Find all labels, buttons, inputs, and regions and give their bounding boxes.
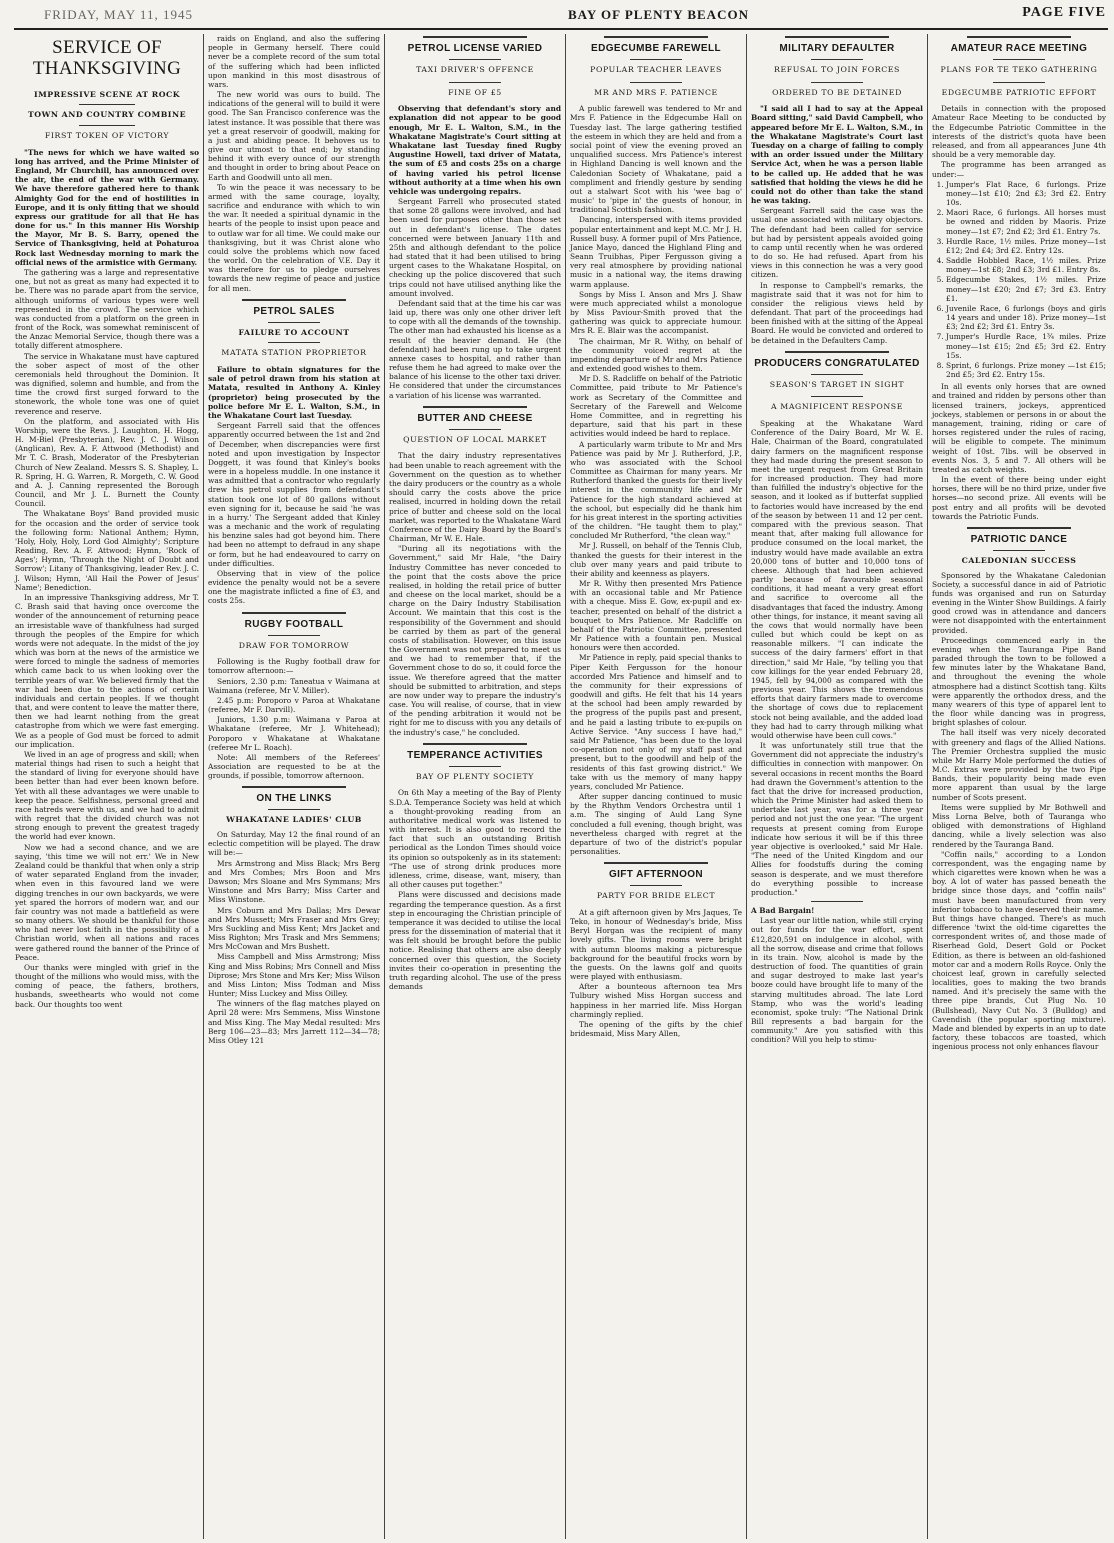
petrol-license-subhead-2: FINE OF £5 bbox=[448, 87, 502, 97]
edgecumbe-headline: EDGECUMBE FAREWELL bbox=[591, 43, 721, 54]
column-1 bbox=[12, 34, 202, 1539]
butter-subhead: QUESTION OF LOCAL MARKET bbox=[403, 434, 547, 444]
military-headline: MILITARY DEFAULTER bbox=[779, 43, 895, 54]
column-rule bbox=[384, 34, 385, 1539]
divider bbox=[604, 862, 707, 864]
divider bbox=[79, 125, 134, 126]
paragraph: Mr R. Withy then presented Mrs Patience with an occasional table and Mr Patience with a cheque. Miss E. Gow, ex-pupil and ex-teacher, presented on behalf of the district a bouquet to Mrs Patience. Mr Radcliffe on behalf of the Patriotic Committee, presented Mr Patience with a fountain pen. Musical honours were then accorded. bbox=[570, 579, 742, 653]
paragraph: Observing that in view of the police evidence the penalty would not be a severe one the magistrate inflicted a fine of £3, and costs 25s. bbox=[208, 568, 380, 606]
petrol-license-lead: Observing that defendant's story and explanation did not appear to be good enough, Mr E. L. Walton, S.M., in the Whakatane Magistrate's Court sitting at Whakatane last Tuesday fined Rugby Augustine Howell, taxi driver of Matata, the sum of £5 and costs 25s on a charge of having varied his petrol license without authority at a time when his own vehicle was undergoing repairs. bbox=[389, 104, 561, 196]
edgecumbe-subhead: POPULAR TEACHER LEAVES bbox=[590, 65, 722, 74]
divider bbox=[811, 396, 863, 397]
paragraph: A public farewell was tendered to Mr and Mrs F. Patience in the Edgecumbe Hall on Tuesday last. The large gathering testified the esteem in which they are held and from a social point of view the evening proved an unqualified success. Mrs Patience's interest in Highland Dancing is well known and the Caledonian Society of Whakatane, paid a compliment and friendly gesture by sending out a stalwart Scot with his 'wee bag o' music' to 'pipe in' the guests of honour, in traditional Scottish fashion. bbox=[570, 104, 742, 215]
paragraph: Sponsored by the Whakatane Caledonian Society, a successful dance in aid of Patriotic funds was organised and run on Saturday evening in the Winter Show Buildings. A fairly good crowd was in attendance and dancers were not disappointed with the entertainment provided. bbox=[932, 570, 1106, 635]
paragraph: Seniors, 2.30 p.m: Taneatua v Waimana at Waimana (referee, Mr V. Miller). bbox=[208, 676, 380, 695]
paragraph: Mr Patience in reply, paid special thanks to Piper Keith Fergusson for the honour accorded Mrs Patience and himself and to the community for their expressions of goodwill and gifts. He felt that his 14 years at the school had been amply rewarded by the progress of the pupils past and present, and he paid a lasting tribute to ex-pupils on Active Service. "Any success I have had," said Mr Patience, "has been due to the loyal co-operation not only of my staff past and present, but to the goodwill and help of the residents of this fast growing district." We take with us the memory of many happy years, concluded Mr Patience. bbox=[570, 653, 742, 791]
divider bbox=[993, 550, 1045, 551]
paragraph: Defendant said that at the time his car was laid up, there was only one other driver left to cope with all the demands of the township. The other man had exhausted his license as a result of the heavier demand. He (the defendant) had been rung up to take urgent annexe cases to hospital, and rather than refuse them he had agreed to make over the balance of his license to the other taxi driver. He considered that under the circumstances a variation of his license was warranted. bbox=[389, 298, 561, 400]
list-item: 8. Sprint, 6 furlongs. Prize money —1st £15; 2nd £5; 3rd £2. Entry 15s. bbox=[946, 361, 1106, 379]
petrol-sales-subhead: FAILURE TO ACCOUNT bbox=[238, 327, 350, 337]
divider bbox=[449, 59, 501, 60]
divider bbox=[630, 885, 682, 886]
column-rule bbox=[203, 34, 204, 1539]
paragraph: The winners of the flag matches played on April 28 were: Mrs Semmens, Miss Winstone and Miss King. The May Medal resulted: Mrs Berg 106—23—83; Mrs Jarrett 112—34—78; Miss Otley 121 bbox=[208, 999, 380, 1045]
paragraph: The new world was ours to build. The indications of the general will to build it were good. The San Francisco conference was the latest instance. It was possible that there was yet a great reservoir of goodwill, making for a just and abiding peace. It behoves us to give our utmost to that end; by standing behind it with every ounce of our strength and thought in order to bring about Peace on Earth and Goodwill unto all men. bbox=[208, 90, 380, 182]
column-6 bbox=[929, 34, 1109, 1539]
dance-subhead: CALEDONIAN SUCCESS bbox=[961, 555, 1077, 565]
list-item: 7. Jumper's Hurdle Race, 1¾ miles. Prize money—1st £15; 2nd £5; 3rd £2. Entry 15s. bbox=[946, 332, 1106, 360]
paragraph: Mr J. Russell, on behalf of the Tennis Club, thanked the guests for their interest in the club over many years and paid tribute to their ability and keenness as players. bbox=[570, 541, 742, 578]
paragraph: The gathering was a large and representative one, but not as great as many had expected it to be. There was no parade apart from the service, although uniforms of various types were well represented in the crowd. The service which was conducted from a platform on the green in front of the Rock, was somewhat reminiscent of the Anzac Memorial Service, though there was a totally different atmosphere. bbox=[15, 267, 199, 351]
paragraph: Miss Campbell and Miss Armstrong; Miss King and Miss Robins; Mrs Connell and Miss Diprose; Mrs Stone and Mrs Ker; Miss Wilson and Miss Linton; Miss Todman and Miss Hunter; Miss Luckey and Miss Oilley. bbox=[208, 952, 380, 999]
list-item: 5. Edgecumbe Stakes, 1½ miles. Prize money—1st £20; 2nd £7; 3rd £3. Entry £1. bbox=[946, 275, 1106, 303]
divider bbox=[242, 612, 345, 614]
military-subhead: REFUSAL TO JOIN FORCES bbox=[773, 65, 900, 74]
producers-subhead-2: A MAGNIFICENT RESPONSE bbox=[770, 402, 904, 412]
rugby-subhead: DRAW FOR TOMORROW bbox=[238, 640, 350, 650]
divider bbox=[242, 299, 345, 301]
amateur-subhead-2: EDGECUMBE PATRIOTIC EFFORT bbox=[941, 87, 1097, 97]
divider bbox=[423, 743, 526, 745]
producers-subhead: SEASON'S TARGET IN SIGHT bbox=[769, 379, 905, 389]
paragraph: Mrs Armstrong and Miss Black; Mrs Berg and Mrs Combes; Mrs Boon and Mrs Dawson; Mrs Sloane and Mrs Symmans; Mrs Winstone and Mrs Barry; Miss Carter and Miss Winstone. bbox=[208, 858, 380, 905]
divider bbox=[268, 342, 320, 343]
paragraph: Sergeant Farrell said that the offences apparently occurred between the 1st and 2nd of December, when discrepancies were first noted and upon investigation by Inspector Doggett, it was found that Kinley's books were in a hopeless muddle. In one instance it was admitted that a contractor who regularly drew his petrol supplies from defendant's station took one lot of 80 gallons without even signing for it, because he said 'he was in a hurry.' The Sergeant added that Kinley was a mechanic and the work of regulating his benzine sales had got beyond him. There had been no attempt to defraud in any shape or form, but he had endeavoured to carry on under difficulties. bbox=[208, 421, 380, 568]
paragraph: The chairman, Mr R. Withy, on behalf of the community voiced regret at the impending departure of Mr and Mrs Patience and extended good wishes to them. bbox=[570, 336, 742, 374]
paragraph: Juniors, 1.30 p.m: Waimana v Paroa at Whakatane (referee, Mr J. Whitehead); Poroporo v Whakatane at Whakatane (referee Mr L. Roach). bbox=[208, 715, 380, 752]
paragraph: The hall itself was very nicely decorated with greenery and flags of the Allied Nations. The Premier Orchestra supplied the music while Mr Harry Mole performed the duties of M.C. Extras were provided by the two Pipe Bands, their popularity being made even more apparent than usual by the large number of Scots present. bbox=[932, 728, 1106, 802]
divider bbox=[993, 82, 1045, 83]
paragraph: It was unfortunately still true that the Government did not appreciate the industry's difficulties in connection with manpower. On several occasions in recent months the Board had drawn the Government's attention to the fact that the drive for increased production, which the Prime Minister had asked them to undertake last year, was for a three year period and not just the one year. "The urgent requests at present coming from Europe indicate how serious it will be if this three year objective is overlooked," said Mr Hale. "The need of the United Kingdom and our Allies for foodstuffs during the coming season is desperate, and we must therefore do everything possible to increase production." bbox=[751, 741, 923, 897]
paragraph: "During all its negotiations with the Government," said Mr Hale, "the Dairy Industry Committee has never conceded to the point that the costs above the price realised, in holding the retail price of butter and cheese on the local market, should be a charge on the Dairy Industry Stabilisation Account. We maintain that this cost is the responsibility of the Government and should be carried by them as part of the general costs of stabilisation. However, on this issue the Government was not prepared to meet us and we had to remember that, if the Government chose to do so, it could force the issue. We therefore agreed that the matter should be submitted to arbitration, and steps are now under way to prepare the industry's case. You will realise, of course, that in view of the pending arbitration it would not be right for me to discuss with you any details of the industry's case," he concluded. bbox=[389, 544, 561, 737]
paragraph: Mr D. S. Radcliffe on behalf of the Patriotic Committee, paid tribute to Mr Patience's work as Secretary of the Committee and Secretary of the Farewell and Welcome Home Committee, and in regretting his departure, said that his part in these activities would indeed be hard to replace. bbox=[570, 374, 742, 439]
divider bbox=[449, 429, 501, 430]
gift-subhead: PARTY FOR BRIDE ELECT bbox=[596, 891, 716, 901]
divider bbox=[449, 766, 501, 767]
paragraph: On 6th May a meeting of the Bay of Plenty S.D.A. Temperance Society was held at which a thought-provoking reading from an authoritative medical work was listened to with interest. It is also good to record the fact that such an outstanding British periodical as the London Times should voice its opinion so outspokenly as in its statement: "The use of strong drink produces more idleness, crime, disease, want, misery, than all other causes put together." bbox=[389, 788, 561, 890]
issue-date: FRIDAY, MAY 11, 1945 bbox=[44, 7, 193, 22]
divider bbox=[604, 36, 707, 38]
divider bbox=[811, 82, 863, 83]
divider bbox=[967, 36, 1071, 38]
petrol-sales-headline: PETROL SALES bbox=[253, 305, 335, 317]
paragraph: A particularly warm tribute to Mr and Mrs Patience was paid by Mr J. Rutherford, J.P., who was associated with the School Committee as Chairman for many years. Mr Rutherford thanked the guests for their lively interest in the community life and Mr Patience for the high standard achieved at the school, but especially did he thank him for his great interest in the sporting activities of the children. "He taught them to play," concluded Mr Rutherford, "the clean way." bbox=[570, 439, 742, 541]
list-item: 2. Maori Race, 6 furlongs. All horses must be owned and ridden by Maoris. Prize money—1st £7; 2nd £2; 3rd £1. Entry 7s. bbox=[946, 208, 1106, 236]
paragraph: After supper dancing continued to music by the Rhythm Vendors Orchestra until 1 a.m. The singing of Auld Lang Syne concluded a full evening, though bright, was nevertheless charged with regret at the departure of two of the district's popular personalities. bbox=[570, 792, 742, 857]
dance-headline: PATRIOTIC DANCE bbox=[970, 533, 1068, 545]
paragraph: Last year our little nation, while still crying out for funds for the war effort, spent £12,820,591 on indulgence in alcohol, with all the sorrow, disease and crime that follows in its train. Now, alcohol is made by the destruction of food. The quantities of grain and sugar destroyed to make last year's booze could have brought life to many of the starving multitudes abroad. The late Lord Stamp, who was the world's leading economist, spoke truly: "The National Drink Bill represents a bad bargain for the community." Are you satisfied with this condition? Will you help to stimu- bbox=[751, 916, 923, 1045]
paragraph: Sergeant Farrell said the case was the usual one associated with military objectors. The defendant had been called for service but had by persistent appeals avoided going to camp until recently when he was ordered to do so. He had refused. Apart from his views in this connection he was a very good citizen. bbox=[751, 206, 923, 280]
military-lead: "I said all I had to say at the Appeal Board sitting," said David Campbell, who appeared before Mr E. L. Walton, S.M., in the Whakatane Magistrate's Court last Tuesday on a charge of failing to comply with an order issued under the Military Service Act, when he was a person liable to be called up. He added that he was satisfied that holding the views he did he could not do other than take the stand he was taking. bbox=[751, 104, 923, 206]
divider bbox=[630, 59, 682, 60]
links-headline: ON THE LINKS bbox=[256, 793, 332, 805]
service-lead: "The news for which we have waited so long has arrived, and the Prime Minister of England, Mr Churchill, has announced over the air, the end of the war with Germany. We have therefore gathered here to thank Almighty God for the end of hostilities in Europe, and it is only fitting that we should express our gratitude for all that He has done for us." In this manner His Worship the Mayor, Mr B. S. Barry, opened the Service of Thanksgiving, held at Pohaturoa Rock last Wednesday morning to mark the official news of the armistice with Germany. bbox=[15, 147, 199, 267]
list-item: 3. Hurdle Race, 1½ miles. Prize money—1st £12; 2nd £4; 3rd £2. Entry 12s. bbox=[946, 237, 1106, 255]
paragraph: Speaking at the Whakatane Ward Conference of the Dairy Board, Mr W. E. Hale, Chairman of the Board, congratulated dairy farmers on the magnificent response they had made during the present season to meet the urgent request from Great Britain for increased production. They had more than fulfilled the industry's objective for the season, and it looked as if butterfat supplied to factories would have increased by the end of the season by between 11 and 12 per cent. compared with the previous season. That meant that, after making full allowance for produce consumed on the local market, the industry would have made available an extra 20,000 tons of butter and 10,000 tons of cheese. Although that had been achieved partly because of favourable seasonal conditions, it had meant a very great effort and sacrifice to overcome all the disadvantages that faced the industry. Among other things, for instance, it meant saving all the cows that would normally have been culled but which could be kept on as reasonable milkers. "I can indicate the success of the dairy farmers' effort in that direction," said Mr Hale, "by telling you that cow killings for the year ended February 28, 1945, fell by 94,000 as compared with the previous year. This shows the tremendous efforts that dairy farmers made to overcome the shortage of cows due to replacement stock not being available, and the added load they had had to carry through milking what would otherwise have been cull cows." bbox=[751, 419, 923, 740]
paragraph: Following is the Rugby football draw for tomorrow afternoon:— bbox=[208, 657, 380, 676]
temperance-subhead: BAY OF PLENTY SOCIETY bbox=[415, 771, 535, 781]
petrol-sales-subhead-2: MATATA STATION PROPRIETOR bbox=[221, 348, 367, 358]
paragraph: At a gift afternoon given by Mrs Jaques, Te Teko, in honour of Wednesday's bride, Miss Beryl Horgan was the recipient of many lovely gifts. The living rooms were bright with autumn blooms making a picturesque background for the beautiful frocks worn by the guests. On the lawns golf and quoits were played with enthusiasm. bbox=[570, 907, 742, 982]
paragraph: Now we had a second chance, and we are saying, 'this time we will not err.' We in New Zealand could be thankful that when only a strip of water separated England from the invader, when even in this favoured land we were digging trenches in our own backyards, we were yet spared the horrors of modern war, and our fair country was not made a battlefield as were so many others. We should be thankful for those who had never lost faith in the possibility of a Christian world, when all nations and races were gathered round the banner of the Prince of Peace. bbox=[15, 842, 199, 962]
paragraph: The opening of the gifts by the chief bridesmaid, Miss Mary Allen, bbox=[570, 1019, 742, 1039]
service-subhead-3: FIRST TOKEN OF VICTORY bbox=[44, 131, 170, 141]
paragraph: In the event of there being under eight horses, there will be no third prize, under five horses—no second prize. All events will be post entry and all profits will be devoted towards the Patriotic Funds. bbox=[932, 475, 1106, 521]
paragraph: In response to Campbell's remarks, the magistrate said that it was not for him to consider the religious views held by defendant. That part of the proceedings had been finished with at the sitting of the Appeal Board. He would be convicted and ordered to be detained in the Defaulters Camp. bbox=[751, 280, 923, 345]
divider bbox=[785, 351, 888, 353]
links-subhead: WHAKATANE LADIES' CLUB bbox=[226, 815, 362, 825]
paragraph: Songs by Miss I. Anson and Mrs J. Shaw were much appreciated whilst a monologue by Miss Paviour-Smith proved that the gathering was quick to appreciate humour. Mrs R. E. Blair was the accompanist. bbox=[570, 289, 742, 336]
column-rule bbox=[565, 34, 566, 1539]
divider bbox=[811, 901, 863, 902]
list-item: 6. Juvenile Race, 6 furlongs (boys and girls 14 years and under 18). Prize money—1st £3; 2nd £2; 3rd £1. Entry 3s. bbox=[946, 304, 1106, 332]
paragraph: Items were supplied by Mr Bothwell and Miss Lorna Belve, both of Tauranga who obliged with demonstrations of Highland dancing, while a lively selection was also rendered by the Tauranga Band. bbox=[932, 802, 1106, 849]
paragraph: Details in connection with the proposed Amateur Race Meeting to be conducted by the Edgecumbe Patriotic Committee in the interests of the district's quota have been released, and from all appearances June 4th should be a very memorable day. bbox=[932, 104, 1106, 160]
column-2 bbox=[205, 34, 383, 1539]
masthead bbox=[14, 4, 1108, 30]
column-rule bbox=[927, 34, 928, 1539]
paragraph: Our thanks were mingled with grief in the thought of the millions who would miss, with the coming of peace, the fathers, brothers, husbands, sweethearts who would not come back. Our thoughts too went bbox=[15, 962, 199, 1009]
divider bbox=[423, 36, 526, 38]
paragraph: The service in Whakatane must have captured the sober aspect of most of the other ceremonials held throughout the Dominion. It was dignified, solemn and humble, and from the time the crowd first surged forward to the stonework, the whole tone was one of quiet reverence and reserve. bbox=[15, 351, 199, 416]
service-subhead-1: IMPRESSIVE SCENE AT ROCK bbox=[34, 89, 180, 99]
producers-headline: PRODUCERS CONGRATULATED bbox=[754, 357, 920, 369]
divider bbox=[993, 59, 1045, 60]
paragraph: On the platform, and associated with His Worship, were the Revs. J. Laughton, H. Hogg, H. M-Biel (Presbyterian), Rev. J. C. J. Wilson (Anglican), Rev. A. F. Attwood (Methodist) and Mr T. C. Brash, Moderator of the Presbyterian Church of New Zealand. Messrs S. S. Shapley, L. R. Spring, H. G. Warren, R. Morgeth, C. W. Good and A. J. Canning represented the Borough Council, and Mr J. L. Burnett the County Council. bbox=[15, 416, 199, 509]
race-programme bbox=[932, 180, 1106, 380]
paragraph: Mrs Coburn and Mrs Dallas; Mrs Dewar and Mrs Mussett; Mrs Fraser and Mrs Grey; Mrs Suckling and Miss Kent; Mrs Jacket and Miss Righton; Mrs Trask and Mrs Semmens; Mrs McCowan and Mrs Bushett. bbox=[208, 905, 380, 952]
amateur-headline: AMATEUR RACE MEETING bbox=[950, 43, 1088, 54]
temperance-headline: TEMPERANCE ACTIVITIES bbox=[407, 749, 543, 761]
divider bbox=[242, 786, 345, 788]
paragraph: Proceedings commenced early in the evening when the Tauranga Pipe Band paraded through the town to be followed a few minutes later by the Whakatane Band, and throughout the evening the whole atmosphere had a distinct Scottish tang. Kilts were apparently the orthodox dress, and the many wearers of this type of apparel lent to the floor while dancing was in progress, bright splashes of colour. bbox=[932, 635, 1106, 728]
bargain-heading: A Bad Bargain! bbox=[751, 906, 815, 916]
service-headline: SERVICE OF THANKSGIVING bbox=[32, 37, 182, 79]
divider bbox=[811, 374, 863, 375]
paragraph: "Coffin nails," according to a London correspondent, was the engaging name by which cigarettes were known when he was a boy. A lot of water has passed beneath the bridge since those days, and "coffin nails" must have been manufactured from very inferior tobacco to have deserved their name. But things have changed. There's as much difference 'twixt the old-time cigarettes the correspondent writes of, and those made of Riserhead Gold, Desert Gold or Pocket Edition, as there is between an old-fashioned motor car and a modern Rolls Royce. Only the choicest leaf, grown in carefully selected localities, goes to making the two brands named. And it's precisely the same with the three pipe brands, Cut Plug No. 10 (Bullshead), Navy Cut No. 3 (Bulldog) and Cavendish (the popular sporting mixture). Made and blended by experts in an up to date factory, these tobaccos are toasted, which ingenious process not only enhances flavour bbox=[932, 849, 1106, 1052]
paragraph: 2.45 p.m: Poroporo v Paroa at Whakatane (referee, Mr F. Darvill). bbox=[208, 695, 380, 715]
paragraph: We lived in an age of progress and skill; when material things had risen to such a height that the standard of living for everyone should have been better than had ever been known before. Yet with all these advantages we were unable to keep the peace. Selfishness, personal greed and race hatreds were with us, and we had to admit with regret that the divided church was not strong enough to prevent the greatest tragedy the world had ever known. bbox=[15, 749, 199, 842]
gift-headline: GIFT AFTERNOON bbox=[608, 869, 704, 881]
paragraph: On Saturday, May 12 the final round of an eclectic competition will be played. The draw will be:— bbox=[208, 830, 380, 858]
column-5 bbox=[748, 34, 926, 1539]
paragraph: Sergeant Farrell who prosecuted stated that some 28 gallons were involved, and had been used for purposes other than those set out in defendant's license. The dates concerned were between January 11th and 25th and although defendant to the police had stated that it had been utilised to bring urgent cases to the Whakatane Hospital, on checking up the police discovered that such trips could not have utilised anything like the amount involved. bbox=[389, 197, 561, 298]
paragraph: The programme has been arranged as under:— bbox=[932, 160, 1106, 179]
column-rule bbox=[746, 34, 747, 1539]
divider bbox=[79, 104, 134, 105]
paragraph: raids on England, and also the suffering people in Germany herself. There could never be a complete record of the sum total of the suffering which had been inflicted upon mankind in this most disastrous of wars. bbox=[208, 34, 380, 89]
paragraph: Plans were discussed and decisions made regarding the temperance question. As a first step in encouraging the Christian principle of temperance it was decided to utilise the local press for the dissemination of material that it was felt should be brought before the public notice. Realising that others are also deeply concerned over this question, the Society invites their co-operation in presenting the truth regarding alcohol. The use of the press demands bbox=[389, 890, 561, 992]
military-subhead-2: ORDERED TO BE DETAINED bbox=[772, 87, 902, 97]
divider bbox=[967, 527, 1071, 529]
paragraph: In all events only horses that are owned and trained and ridden by persons other than licensed trainers, jockeys, apprenticed jockeys, stablemen or persons in or about the management, training, riding or care of horses registered under the rules of racing, will be eligible to compete. The minimum weight of 10st. 7lbs. will be observed in events Nos. 3, 5 and 7. All others will be treated as catch weights. bbox=[932, 382, 1106, 474]
column-4 bbox=[567, 34, 745, 1539]
paragraph: In an impressive Thanksgiving address, Mr T. C. Brash said that having once overcome the wonder of the announcement of returning peace an irresistable wave of thankfulness had surged through the peoples of the Empire for which words were not adequate. In the midst of the joy which was born at the news of the armistice we were forced to mingle the sadness of memories which came back to us when looking over the terrible years of war. We believed firmly that the war had been due to the actions of certain individuals and certain peoples. If we thought that, and were content to leave the matter there, then we had learnt nothing from the great catastrophe from which we were fast emerging. We as a people of God must be forced to admit our implication. bbox=[15, 593, 200, 749]
paragraph: Note: All members of the Referees' Association are requested to be at the grounds, if possible, tomorrow afternoon. bbox=[208, 752, 380, 781]
divider bbox=[785, 36, 888, 38]
paragraph: Dancing, interspersed with items provided popular entertainment and kept M.C. Mr J. H. Russell busy. A former pupil of Mrs Patience, Janice Mayo, danced the Highland Fling and Seann Truibhas, Piper Fergusson giving a very real atmosphere by providing national music in a national way, the items drawing warm applause. bbox=[570, 215, 742, 289]
petrol-license-headline: PETROL LICENSE VARIED bbox=[407, 43, 543, 54]
service-subhead-2: TOWN AND COUNTRY COMBINE bbox=[27, 110, 187, 120]
petrol-sales-lead: Failure to obtain signatures for the sale of petrol drawn from his station at Matata, resulted in Anthony A. Kinley (proprietor) being prosecuted by the police before Mr E. L. Walton, S.M., in the Whakatane Court last Tuesday. bbox=[208, 365, 380, 420]
column-3 bbox=[386, 34, 564, 1539]
paragraph: After a bounteous afternoon tea Mrs Tulbury wished Miss Horgan success and happiness in her married life. Miss Horgan charmingly replied. bbox=[570, 982, 742, 1019]
petrol-license-subhead: TAXI DRIVER'S OFFENCE bbox=[416, 65, 534, 74]
amateur-subhead: PLANS FOR TE TEKO GATHERING bbox=[940, 65, 1098, 74]
rugby-headline: RUGBY FOOTBALL bbox=[244, 618, 344, 630]
divider bbox=[268, 809, 320, 810]
publication-name: BAY OF PLENTY BEACON bbox=[568, 7, 749, 22]
divider bbox=[268, 322, 320, 323]
list-item: 4. Saddle Hobbled Race, 1½ miles. Prize money—1st £8; 2nd £3; 3rd £1. Entry 8s. bbox=[946, 256, 1106, 274]
paragraph: That the dairy industry representatives had been unable to reach agreement with the Government on the question as to whether the dairy producers or the country as a whole should carry the costs above the price realised, incurred in holding down the retail price of butter and cheese sold on the local market, was reported to the Whakatane Ward Conference of the Dairy Board by the Board's Chairman, Mr W. E. Hale. bbox=[389, 451, 561, 544]
paragraph: To win the peace it was necessary to be armed with the same courage, loyalty, sacrifice and endurance with which to win the war. It needed a spiritual dynamic in the hearts of the people to insist upon peace and to outlaw war for all time. We could make our thanksgiving, but it was Christ alone who could solve the problems which now faced the world. On the celebration of V.E. Day it was therefore for us to pledge ourselves towards the new regime of peace and justice for all men. bbox=[208, 182, 380, 293]
divider bbox=[423, 406, 526, 408]
divider bbox=[449, 82, 501, 83]
edgecumbe-subhead-2: MR AND MRS F. PATIENCE bbox=[594, 87, 718, 97]
divider bbox=[268, 635, 320, 636]
paragraph: The Whakatane Boys' Band provided music for the occasion and the order of service took the following form: National Anthem; Hymn, 'Holy, Holy, Holy, Lord God Almighty'; Scripture Reading, Rev. A. F. Attwood; Hymn, 'Rock of Ages'; Hymn, 'Through the Night of Doubt and Sorrow'; Litany of Thanksgiving, leader Rev. J. C. J. Wilson; Hymn, 'All Hail the Power of Jesus' Name'; Benediction. bbox=[15, 509, 199, 592]
divider bbox=[811, 59, 863, 60]
list-item: 1. Jumper's Flat Race, 6 furlongs. Prize money—1st £10; 2nd £3; 3rd £2. Entry 10s. bbox=[946, 180, 1106, 208]
divider bbox=[630, 82, 682, 83]
butter-headline: BUTTER AND CHEESE bbox=[417, 412, 533, 424]
page-number: PAGE FIVE bbox=[1022, 5, 1106, 20]
